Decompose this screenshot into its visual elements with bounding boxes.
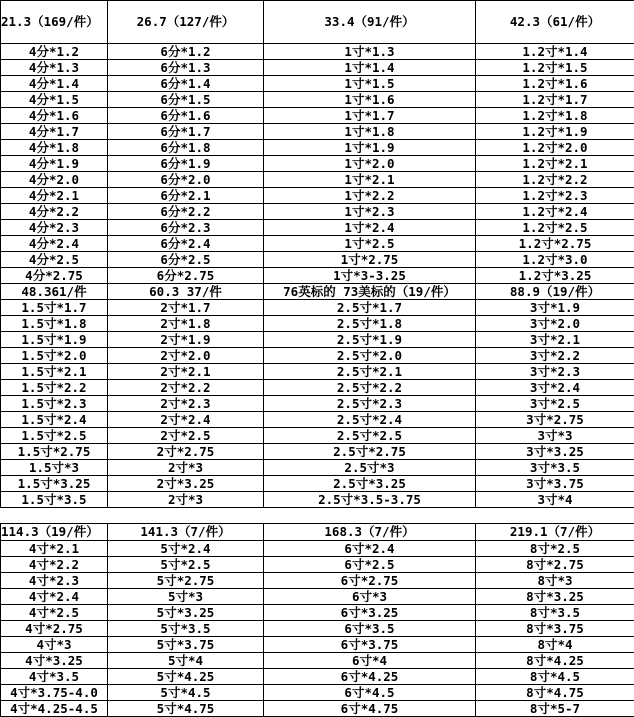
table-row: [1, 557, 634, 573]
table-cell: 1.5寸*2.3: [1, 396, 108, 412]
header-cell: 88.9（19/件）: [476, 284, 634, 300]
empty-cell: [108, 508, 264, 524]
table-cell: 8寸*3: [476, 573, 634, 589]
table-row: [1, 124, 634, 140]
table-row: [1, 685, 634, 701]
table-row: [1, 412, 634, 428]
header-cell: 219.1（7/件）: [476, 524, 634, 541]
table-row: [1, 108, 634, 124]
table-cell: 4寸*3: [1, 637, 108, 653]
table-cell: 5寸*3: [108, 589, 264, 605]
table-cell: 6分*1.4: [108, 76, 264, 92]
table-cell: 8寸*3.5: [476, 605, 634, 621]
table-cell: 1寸*2.5: [264, 236, 476, 252]
table-row: [1, 316, 634, 332]
table-cell: 1.2寸*2.4: [476, 204, 634, 220]
table-cell: 8寸*4: [476, 637, 634, 653]
table-row: [1, 573, 634, 589]
table-cell: 6分*1.2: [108, 44, 264, 60]
table-cell: 4寸*3.5: [1, 669, 108, 685]
table-cell: 1寸*1.7: [264, 108, 476, 124]
table-cell: 5寸*2.75: [108, 573, 264, 589]
table-cell: 2寸*2.2: [108, 380, 264, 396]
table-cell: 6分*1.6: [108, 108, 264, 124]
table-cell: 6分*1.8: [108, 140, 264, 156]
table-cell: 2寸*3.25: [108, 476, 264, 492]
header-cell: 21.3（169/件）: [1, 1, 108, 44]
table-cell: 6分*2.3: [108, 220, 264, 236]
table-cell: 6分*2.5: [108, 252, 264, 268]
header-cell: 42.3（61/件）: [476, 1, 634, 44]
table-cell: 1.5寸*3: [1, 460, 108, 476]
table-row: [1, 364, 634, 380]
table-row: [1, 204, 634, 220]
table-cell: 4分*1.7: [1, 124, 108, 140]
table-cell: 6寸*3.5: [264, 621, 476, 637]
table-row: [1, 444, 634, 460]
table-cell: 4寸*2.1: [1, 541, 108, 557]
table-cell: 4寸*3.75-4.0: [1, 685, 108, 701]
table-cell: 3寸*3.5: [476, 460, 634, 476]
table-cell: 1.5寸*2.4: [1, 412, 108, 428]
table-cell: 4分*1.4: [1, 76, 108, 92]
table-cell: 6寸*2.4: [264, 541, 476, 557]
table-cell: 1.2寸*1.7: [476, 92, 634, 108]
table-row: [1, 380, 634, 396]
table-cell: 1.2寸*1.6: [476, 76, 634, 92]
table-cell: 4寸*2.3: [1, 573, 108, 589]
table-cell: 2.5寸*1.8: [264, 316, 476, 332]
header-cell: 168.3（7/件）: [264, 524, 476, 541]
table-cell: 6寸*2.75: [264, 573, 476, 589]
table-cell: 4寸*2.2: [1, 557, 108, 573]
table-cell: 1寸*2.75: [264, 252, 476, 268]
table-cell: 4分*2.4: [1, 236, 108, 252]
table-cell: 4分*1.6: [1, 108, 108, 124]
table-cell: 1寸*1.5: [264, 76, 476, 92]
table-cell: 6分*2.75: [108, 268, 264, 284]
header-cell: 26.7（127/件）: [108, 1, 264, 44]
table-row: [1, 605, 634, 621]
table-row: [1, 621, 634, 637]
table-cell: 3寸*2.2: [476, 348, 634, 364]
table-row: [1, 637, 634, 653]
table-cell: 6寸*4: [264, 653, 476, 669]
table-body: [1, 1, 634, 717]
table-cell: 2.5寸*2.5: [264, 428, 476, 444]
header-cell: 48.361/件: [1, 284, 108, 300]
table-row: [1, 76, 634, 92]
table-row: [1, 669, 634, 685]
table-cell: 4分*1.9: [1, 156, 108, 172]
table-cell: 4分*1.5: [1, 92, 108, 108]
table-cell: 1.2寸*1.9: [476, 124, 634, 140]
table-cell: 2寸*2.5: [108, 428, 264, 444]
table-row: [1, 653, 634, 669]
table-cell: 5寸*2.4: [108, 541, 264, 557]
header-row: [1, 524, 634, 541]
empty-cell: [476, 508, 634, 524]
table-cell: 4分*2.75: [1, 268, 108, 284]
table-cell: 5寸*4: [108, 653, 264, 669]
table-cell: 6分*2.1: [108, 188, 264, 204]
table-cell: 2.5寸*1.7: [264, 300, 476, 316]
table-cell: 3寸*2.4: [476, 380, 634, 396]
table-cell: 1.5寸*1.7: [1, 300, 108, 316]
table-cell: 4分*2.0: [1, 172, 108, 188]
table-cell: 3寸*3.25: [476, 444, 634, 460]
table-cell: 5寸*4.25: [108, 669, 264, 685]
table-cell: 2.5寸*2.4: [264, 412, 476, 428]
table-cell: 6分*1.3: [108, 60, 264, 76]
table-cell: 8寸*2.5: [476, 541, 634, 557]
table-cell: 1.5寸*1.9: [1, 332, 108, 348]
table-cell: 1.5寸*2.5: [1, 428, 108, 444]
table-cell: 1.5寸*1.8: [1, 316, 108, 332]
table-cell: 1寸*2.0: [264, 156, 476, 172]
table-cell: 2寸*2.4: [108, 412, 264, 428]
table-cell: 1.5寸*3.5: [1, 492, 108, 508]
table-cell: 1寸*1.9: [264, 140, 476, 156]
table-row: [1, 476, 634, 492]
table-row: [1, 589, 634, 605]
table-cell: 8寸*3.75: [476, 621, 634, 637]
table-cell: 5寸*3.5: [108, 621, 264, 637]
table-cell: 2寸*1.8: [108, 316, 264, 332]
table-cell: 2寸*2.1: [108, 364, 264, 380]
table-row: [1, 492, 634, 508]
header-cell: 60.3 37/件: [108, 284, 264, 300]
table-cell: 5寸*3.75: [108, 637, 264, 653]
table-cell: 6分*1.9: [108, 156, 264, 172]
table-cell: 1.2寸*1.5: [476, 60, 634, 76]
table-cell: 1.2寸*1.4: [476, 44, 634, 60]
table-cell: 1.2寸*2.1: [476, 156, 634, 172]
table-cell: 1.2寸*2.3: [476, 188, 634, 204]
header-row: [1, 284, 634, 300]
table-cell: 1.5寸*3.25: [1, 476, 108, 492]
table-cell: 1.2寸*3.25: [476, 268, 634, 284]
table-cell: 4分*1.3: [1, 60, 108, 76]
table-row: [1, 541, 634, 557]
table-cell: 2.5寸*2.75: [264, 444, 476, 460]
table-cell: 6寸*3: [264, 589, 476, 605]
table-cell: 6寸*4.75: [264, 701, 476, 717]
section-gap: [1, 508, 634, 524]
table-row: [1, 156, 634, 172]
table-cell: 2.5寸*2.1: [264, 364, 476, 380]
table-row: [1, 44, 634, 60]
empty-cell: [1, 508, 108, 524]
table-cell: 1.2寸*3.0: [476, 252, 634, 268]
table-cell: 4分*2.2: [1, 204, 108, 220]
table-cell: 6寸*4.5: [264, 685, 476, 701]
table-cell: 6寸*3.75: [264, 637, 476, 653]
table-row: [1, 60, 634, 76]
header-cell: 141.3（7/件）: [108, 524, 264, 541]
table-cell: 1.2寸*2.5: [476, 220, 634, 236]
table-cell: 3寸*3.75: [476, 476, 634, 492]
table-cell: 8寸*5-7: [476, 701, 634, 717]
table-cell: 1寸*1.8: [264, 124, 476, 140]
table-cell: 4寸*4.25-4.5: [1, 701, 108, 717]
table-row: [1, 300, 634, 316]
table-cell: 3寸*3: [476, 428, 634, 444]
table-cell: 8寸*4.25: [476, 653, 634, 669]
table-cell: 1寸*1.6: [264, 92, 476, 108]
table-cell: 6分*1.7: [108, 124, 264, 140]
table-cell: 1.2寸*2.75: [476, 236, 634, 252]
table-cell: 4寸*3.25: [1, 653, 108, 669]
table-cell: 1寸*3-3.25: [264, 268, 476, 284]
table-cell: 2寸*2.3: [108, 396, 264, 412]
header-cell: 33.4（91/件）: [264, 1, 476, 44]
table-cell: 1寸*2.4: [264, 220, 476, 236]
table-row: [1, 188, 634, 204]
table-cell: 3寸*4: [476, 492, 634, 508]
table-cell: 8寸*3.25: [476, 589, 634, 605]
table-cell: 1.5寸*2.75: [1, 444, 108, 460]
table-cell: 2.5寸*1.9: [264, 332, 476, 348]
table-cell: 5寸*2.5: [108, 557, 264, 573]
table-cell: 2.5寸*3: [264, 460, 476, 476]
table-cell: 5寸*3.25: [108, 605, 264, 621]
table-cell: 4分*2.3: [1, 220, 108, 236]
table-cell: 4寸*2.5: [1, 605, 108, 621]
table-cell: 1.2寸*1.8: [476, 108, 634, 124]
table-cell: 6寸*3.25: [264, 605, 476, 621]
table-cell: 5寸*4.75: [108, 701, 264, 717]
table-row: [1, 172, 634, 188]
table-cell: 1.2寸*2.0: [476, 140, 634, 156]
table-cell: 3寸*2.0: [476, 316, 634, 332]
table-cell: 4分*2.1: [1, 188, 108, 204]
table-cell: 6寸*2.5: [264, 557, 476, 573]
table-cell: 2寸*1.9: [108, 332, 264, 348]
table-cell: 6分*2.0: [108, 172, 264, 188]
table-cell: 2寸*2.75: [108, 444, 264, 460]
table-row: [1, 220, 634, 236]
table-cell: 6分*2.2: [108, 204, 264, 220]
table-cell: 6寸*4.25: [264, 669, 476, 685]
table-row: [1, 460, 634, 476]
table-cell: 1.2寸*2.2: [476, 172, 634, 188]
table-cell: 2.5寸*3.5-3.75: [264, 492, 476, 508]
table-row: [1, 701, 634, 717]
header-row: [1, 1, 634, 44]
table-row: [1, 268, 634, 284]
table-cell: 4寸*2.4: [1, 589, 108, 605]
table-cell: 8寸*2.75: [476, 557, 634, 573]
table-row: [1, 92, 634, 108]
table-row: [1, 236, 634, 252]
table-cell: 2寸*1.7: [108, 300, 264, 316]
table-cell: 5寸*4.5: [108, 685, 264, 701]
table-cell: 4分*2.5: [1, 252, 108, 268]
header-cell: 114.3（19/件）: [1, 524, 108, 541]
table-row: [1, 140, 634, 156]
table-cell: 2.5寸*2.2: [264, 380, 476, 396]
table-cell: 2.5寸*3.25: [264, 476, 476, 492]
table-cell: 6分*1.5: [108, 92, 264, 108]
empty-cell: [264, 508, 476, 524]
table-cell: 2.5寸*2.0: [264, 348, 476, 364]
table-cell: 2.5寸*2.3: [264, 396, 476, 412]
table-cell: 1.5寸*2.0: [1, 348, 108, 364]
table-cell: 8寸*4.75: [476, 685, 634, 701]
table-cell: 1寸*1.4: [264, 60, 476, 76]
table-row: [1, 252, 634, 268]
table-cell: 1寸*2.1: [264, 172, 476, 188]
table-cell: 4分*1.8: [1, 140, 108, 156]
table-row: [1, 396, 634, 412]
table-cell: 1寸*1.3: [264, 44, 476, 60]
table-cell: 1寸*2.2: [264, 188, 476, 204]
table-cell: 6分*2.4: [108, 236, 264, 252]
table-cell: 4分*1.2: [1, 44, 108, 60]
header-cell: 76英标的 73美标的（19/件）: [264, 284, 476, 300]
table-row: [1, 348, 634, 364]
table-row: [1, 428, 634, 444]
table-cell: 2寸*3: [108, 460, 264, 476]
table-cell: 8寸*4.5: [476, 669, 634, 685]
table-row: [1, 332, 634, 348]
table-cell: 3寸*2.5: [476, 396, 634, 412]
table-cell: 3寸*2.1: [476, 332, 634, 348]
table-cell: 2寸*2.0: [108, 348, 264, 364]
table-cell: 4寸*2.75: [1, 621, 108, 637]
table-cell: 1寸*2.3: [264, 204, 476, 220]
table-cell: 3寸*2.75: [476, 412, 634, 428]
table-cell: 1.5寸*2.2: [1, 380, 108, 396]
table-cell: 1.5寸*2.1: [1, 364, 108, 380]
table-cell: 2寸*3: [108, 492, 264, 508]
table-cell: 3寸*2.3: [476, 364, 634, 380]
table-cell: 3寸*1.9: [476, 300, 634, 316]
